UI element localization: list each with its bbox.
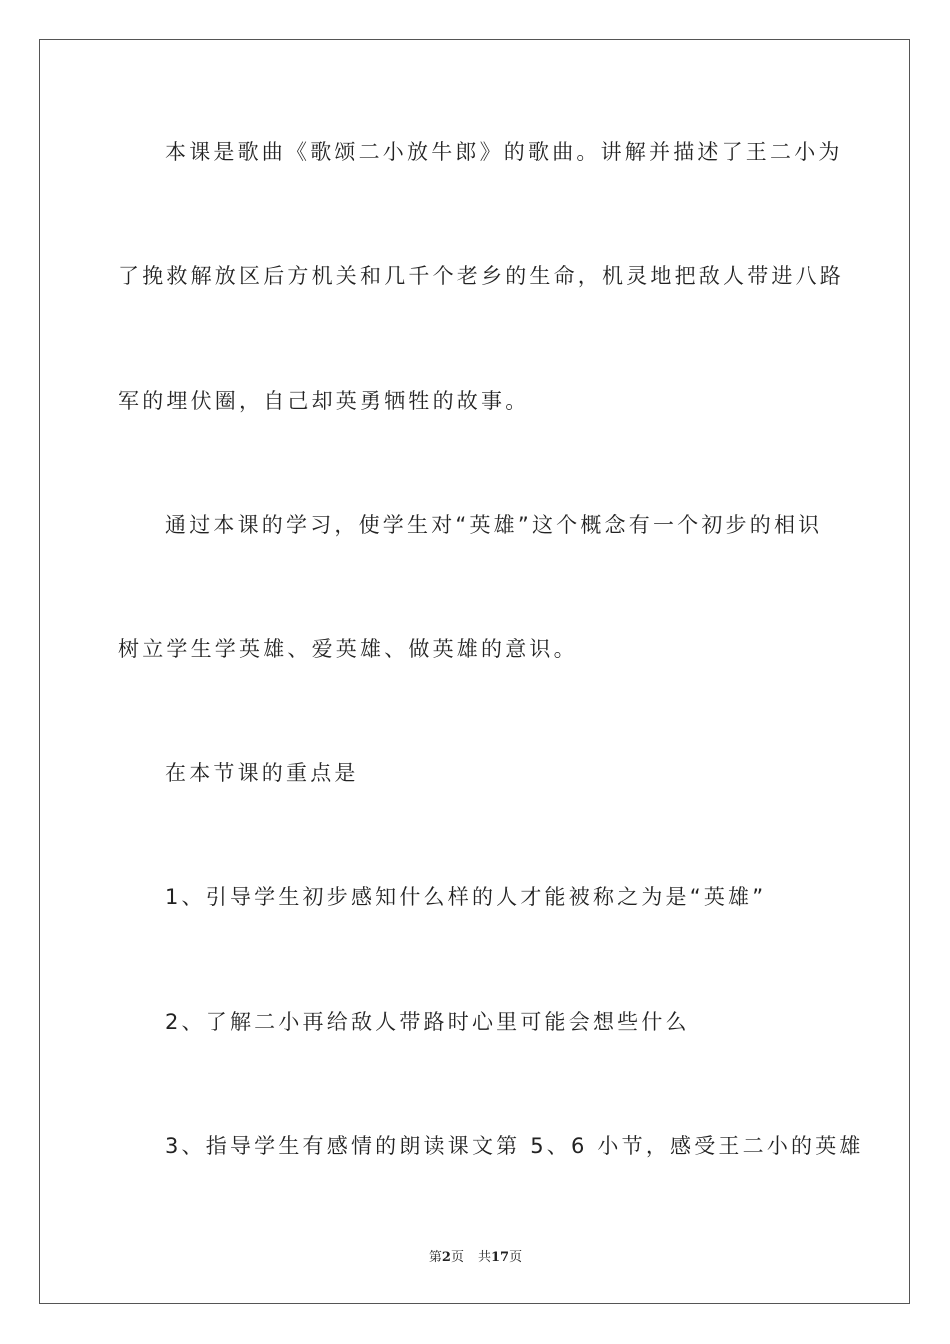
footer-page-prefix: 第 [428,1250,442,1265]
paragraph-2-line-2: 树立学生学英雄、爱英雄、做英雄的意识。 [118,637,578,661]
paragraph-2-line-1: 通过本课的学习，使学生对“英雄”这个概念有一个初步的相识 [165,513,823,537]
paragraph-1-line-3: 军的埋伏圈，自己却英勇牺牲的故事。 [118,389,530,413]
footer-page-number: 2 [441,1250,451,1265]
page-footer [40,1246,911,1265]
paragraph-1-line-1: 本课是歌曲《歌颂二小放牛郎》的歌曲。讲解并描述了王二小为 [165,140,843,164]
footer-page-suffix: 页 [450,1250,464,1265]
paragraph-3-heading: 在本节课的重点是 [165,761,359,785]
paragraph-1-line-2: 了挽救解放区后方机关和几千个老乡的生命，机灵地把敌人带进八路 [118,264,844,288]
page-frame [39,39,910,1304]
footer-total-prefix: 共 [477,1250,491,1265]
footer-total-pages: 17 [490,1250,510,1265]
list-item-3: 3、指导学生有感情的朗读课文第 5、6 小节，感受王二小的英雄 [165,1134,864,1158]
list-item-1: 1、引导学生初步感知什么样的人才能被称之为是“英雄” [165,885,767,909]
footer-total-suffix: 页 [509,1250,523,1265]
list-item-2: 2、了解二小再给敌人带路时心里可能会想些什么 [165,1010,690,1034]
